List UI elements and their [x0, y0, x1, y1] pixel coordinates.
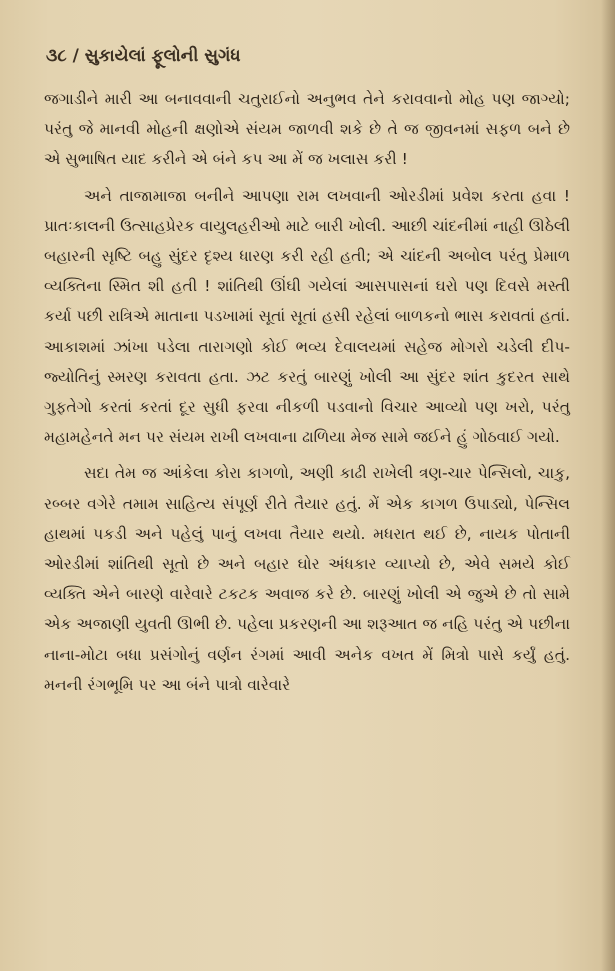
- header-separator: /: [72, 46, 79, 66]
- body-text: [44, 84, 570, 700]
- paragraph-3: સદા તેમ જ આંકેલા કોરા કાગળો, અણી કાઢી રાખેલી ત્રણ-ચાર પેન્સિલો, ચાકુ, રબ્બર વગેરે તમામ સાહિત્ય સંપૂર્ણ રીતે તૈયાર હતું. મેં એક કાગળ ઉપાડ્યો, પેન્સિલ હાથમાં પકડી અને પહેલું પાનું લખવા તૈયાર થયો. મધરાત થઈ છે, નાયક પોતાની ઓરડીમાં શાંતિથી સૂતો છે અને બહાર ઘોર અંધકાર વ્યાપ્યો છે, એવે સમયે કોઈ વ્યક્તિ એને બારણે વારેવારે ટકટક અવાજ કરે છે. બારણું ખોલી એ જુએ છે તો સામે એક અજાણી યુવતી ઊભી છે. પહેલા પ્રકરણની આ શરૂઆત જ નહિ પરંતુ એ પછીના નાના-મોટા બધા પ્રસંગોનું વર્ણન રંગમાં આવી અનેક વખત મેં મિત્રો પાસે કર્યું હતું. મનની રંગભૂમિ પર આ બંને પાત્રો વારેવારે: [44, 464, 570, 694]
- page-number: ૩૮: [46, 46, 67, 66]
- book-title: સુકાયેલાં ફૂલોની સુગંધ: [84, 46, 241, 66]
- page-edge-shadow: [601, 0, 615, 971]
- paragraph-2: અને તાજામાજા બનીને આપણા રામ લખવાની ઓરડીમાં પ્રવેશ કરતા હવા ! પ્રાતઃકાલની ઉત્સાહપ્રેરક વાયુલહરીઓ માટે બારી ખોલી. આછી ચાંદનીમાં નાહી ઊઠેલી બહારની સૃષ્ટિ બહુ સુંદર દૃશ્ય ધારણ કરી રહી હતી; એ ચાંદની અબોલ પરંતુ પ્રેમાળ વ્યક્તિના સ્મિત શી હતી ! શાંતિથી ઊંઘી ગયેલાં આસપાસનાં ઘરો પણ દિવસે મસ્તી કર્યા પછી રાત્રિએ માતાના પડખામાં સૂતાં સૂતાં હસી રહેલાં બાળકનો ભાસ કરાવતાં હતાં. આકાશમાં ઝાંખા પડેલા તારાગણો કોઈ ભવ્ય દેવાલયમાં સહેજ મોગરો ચડેલી દીપ-જ્યોતિનું સ્મરણ કરાવતા હતા. ઝટ કરતું બારણું ખોલી આ સુંદર શાંત કુદરત સાથે ગુફતેગો કરતાં કરતાં દૂર સુધી ફરવા નીકળી પડવાનો વિચાર આવ્યો પણ ખરો, પરંતુ મહામહેનતે મન પર સંયમ રાખી લખવાના ઢાળિયા મેજ સામે જઈને હું ગોઠવાઈ ગયો.: [44, 186, 570, 447]
- running-header: [46, 46, 241, 66]
- paragraph-1: જગાડીને મારી આ બનાવવાની ચતુરાઈનો અનુભવ તેને કરાવવાનો મોહ પણ જાગ્યો; પરંતુ જે માનવી મોહની ક્ષણોએ સંયમ જાળવી શકે છે તે જ જીવનમાં સફળ બને છે એ સુભાષિત યાદ કરીને એ બંને કપ આ મેં જ ખલાસ કરી !: [44, 90, 570, 169]
